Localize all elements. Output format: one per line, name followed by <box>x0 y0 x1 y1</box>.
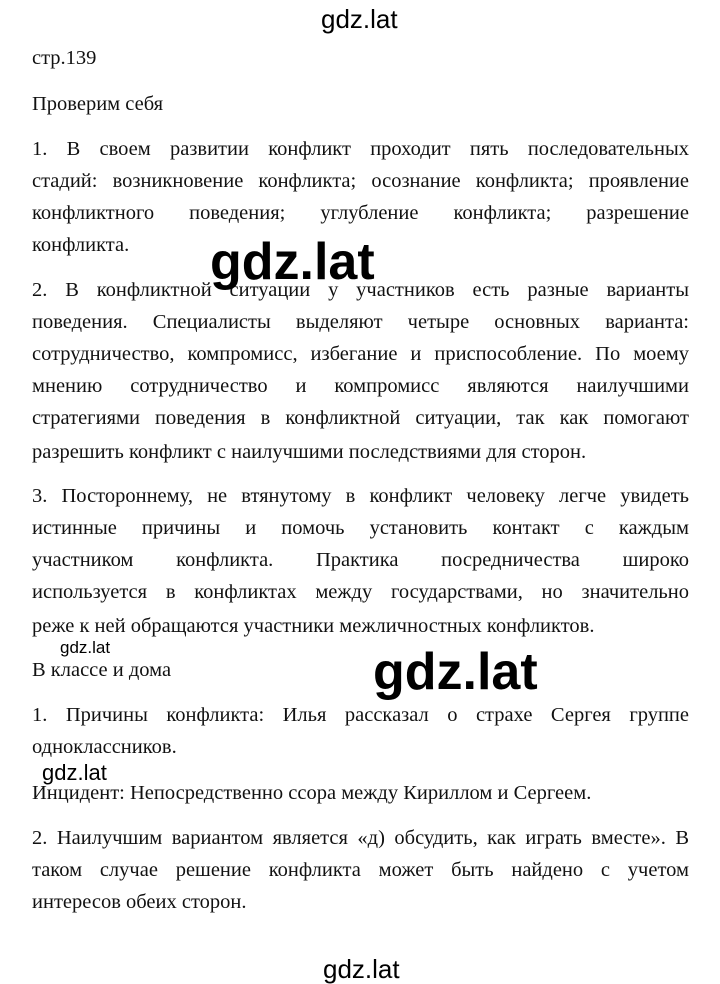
answer-1-line-3: конфликтного поведения; углубление конфликта; разрешение <box>32 202 689 224</box>
watermark-bottom: gdz.lat <box>323 954 400 984</box>
answer-2-line-2: поведения. Специалисты выделяют четыре основных варианта: <box>32 311 689 333</box>
answer-2-line-3: сотрудничество, компромисс, избегание и приспособление. По моему <box>32 343 689 365</box>
watermark-top: gdz.lat <box>321 4 398 34</box>
task-1-line-1: 1. Причины конфликта: Илья рассказал о страхе Сергея группе <box>32 704 689 726</box>
task-2-line-3: интересов обеих сторон. <box>32 891 247 913</box>
task-1-incident: Инцидент: Непосредственно ссора между Кириллом и Сергеем. <box>32 782 592 804</box>
answer-3-line-2: истинные причины и помочь установить контакт с каждым <box>32 517 689 539</box>
answer-1-line-1: 1. В своем развитии конфликт проходит пять последовательных <box>32 138 689 160</box>
answer-2-line-5: стратегиями поведения в конфликтной ситуации, так как помогают <box>32 407 689 429</box>
task-2-line-2: таком случае решение конфликта может быть найдено с учетом <box>32 859 689 881</box>
watermark-large-2: gdz.lat <box>373 643 538 701</box>
watermark-small-1: gdz.lat <box>60 638 111 657</box>
answer-1-line-4: конфликта. <box>32 234 130 256</box>
watermark-large-1: gdz.lat <box>210 233 375 291</box>
answer-2-line-1: 2. В конфликтной ситуации у участников есть разные варианты <box>32 279 689 301</box>
answer-3-line-3: участником конфликта. Практика посредничества широко <box>32 549 689 571</box>
task-2-line-1: 2. Наилучшим вариантом является «д) обсудить, как играть вместе». В <box>32 827 689 849</box>
task-1-line-2: одноклассников. <box>32 736 177 758</box>
answer-2-line-6: разрешить конфликт с наилучшими последствиями для сторон. <box>32 441 587 463</box>
answer-2-line-4: мнению сотрудничество и компромисс являются наилучшими <box>32 375 689 397</box>
answer-3-line-1: 3. Постороннему, не втянутому в конфликт человеку легче увидеть <box>32 485 689 507</box>
section-heading-check: Проверим себя <box>32 93 164 115</box>
page-label: стр.139 <box>32 47 97 69</box>
watermark-small-2: gdz.lat <box>42 760 107 785</box>
section-heading-class-home: В классе и дома <box>32 659 172 681</box>
answer-1-line-2: стадий: возникновение конфликта; осознание конфликта; проявление <box>32 170 689 192</box>
answer-3-line-5: реже к ней обращаются участники межличностных конфликтов. <box>32 615 595 637</box>
answer-3-line-4: используется в конфликтах между государствами, но значительно <box>32 581 689 603</box>
